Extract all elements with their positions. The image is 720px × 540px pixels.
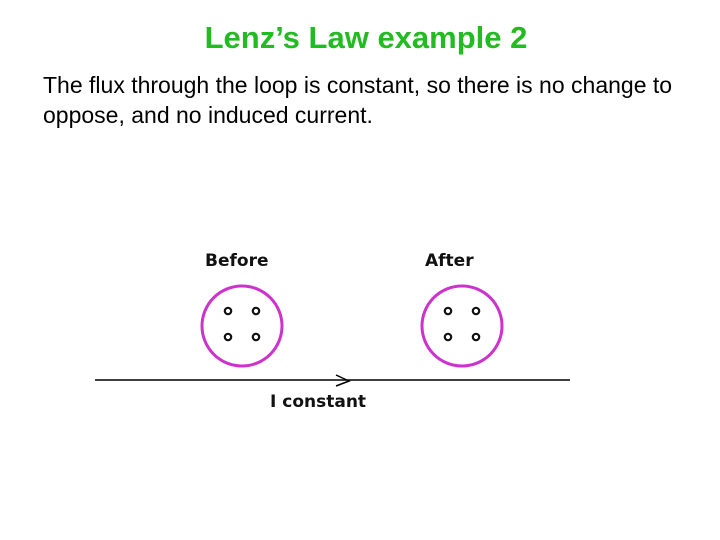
loop-after-ring [422, 286, 502, 366]
out-of-page-dot-icon [445, 308, 451, 314]
loop-before-ring [202, 286, 282, 366]
out-of-page-dot-icon [253, 308, 259, 314]
out-of-page-dot-icon [473, 334, 479, 340]
current-label: I constant [270, 392, 367, 412]
out-of-page-dot-icon [225, 334, 231, 340]
out-of-page-dot-icon [225, 308, 231, 314]
out-of-page-dot-icon [445, 334, 451, 340]
after-label: After [425, 251, 474, 271]
loop-before [202, 286, 282, 366]
before-label: Before [205, 251, 269, 271]
field-dots-before [225, 308, 259, 340]
field-dots-after [445, 308, 479, 340]
loop-after [422, 286, 502, 366]
slide-title: Lenz’s Law example 2 [204, 20, 528, 55]
slide-body-text: The flux through the loop is constant, so there is no change to oppose, and no induced current. [43, 72, 673, 128]
out-of-page-dot-icon [253, 334, 259, 340]
out-of-page-dot-icon [473, 308, 479, 314]
